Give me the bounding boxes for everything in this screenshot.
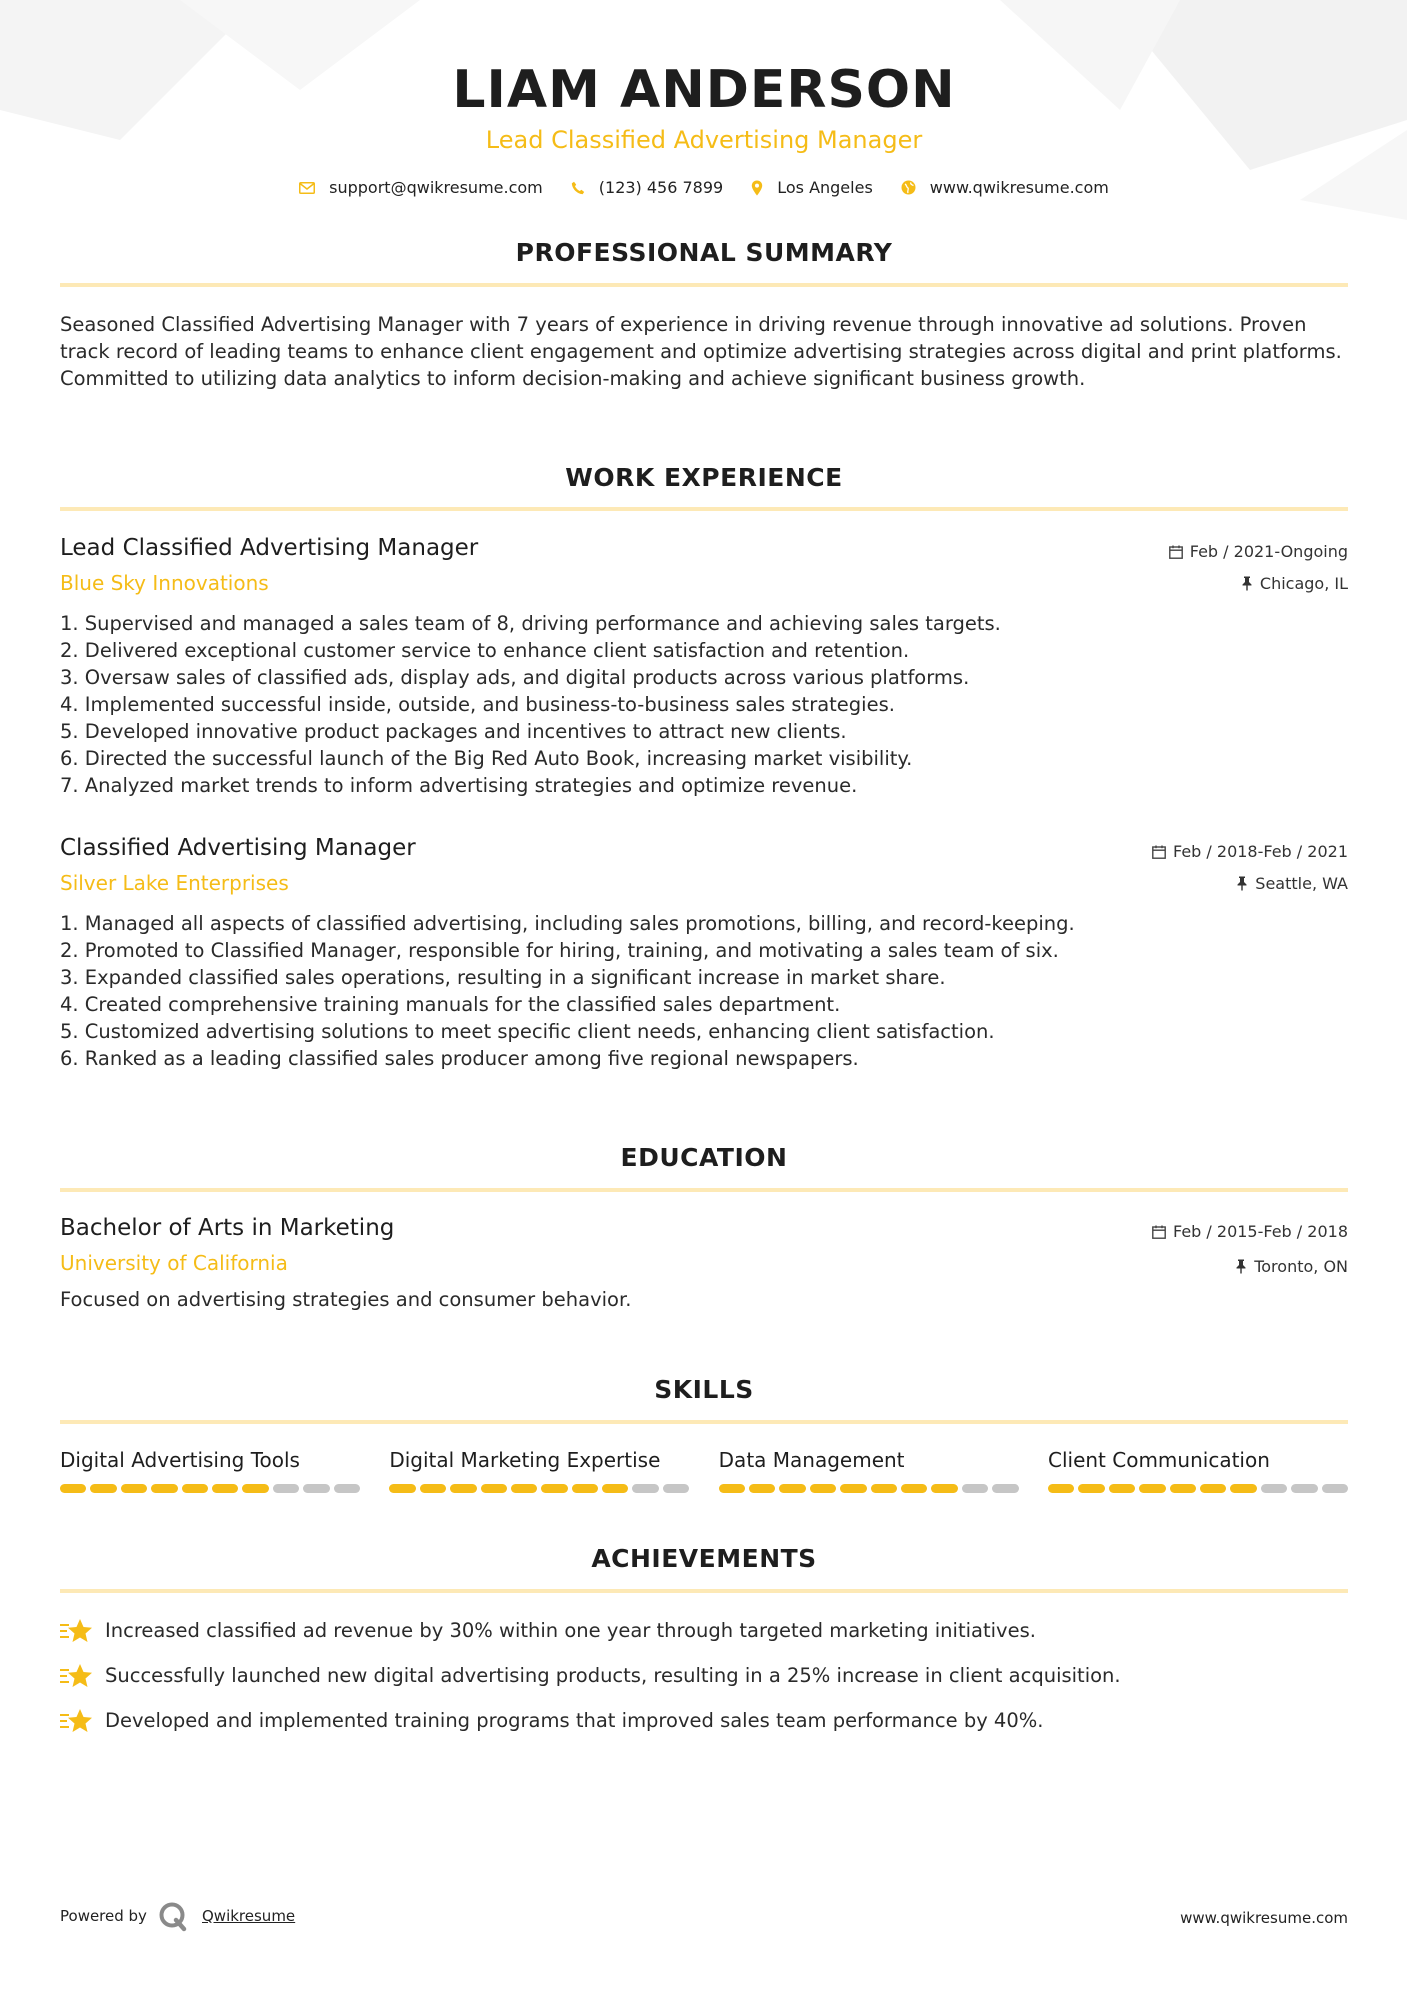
qwikresume-logo-icon [157,1900,189,1932]
pushpin-icon [1235,1259,1247,1274]
job-title: Lead Classified Advertising Manager [60,535,479,561]
brand-link[interactable]: Qwikresume [202,1907,296,1925]
education-dates [1152,1222,1348,1241]
skill-dot-filled [779,1484,805,1493]
job-bullet: 1. Supervised and managed a sales team of 8, driving performance and achieving sales targets. [60,612,1001,635]
resume-header [60,58,1348,197]
skill-dot-filled [541,1484,567,1493]
education-entry [60,1213,1348,1313]
location-text: Los Angeles [777,178,873,197]
skill-item [389,1446,689,1493]
skill-dot-filled [450,1484,476,1493]
skill-item [60,1446,360,1493]
contact-email[interactable] [299,178,543,197]
calendar-icon [1152,845,1166,859]
job-bullet: 1. Managed all aspects of classified advertising, including sales promotions, billing, and record-keeping. [60,912,1075,935]
skill-dot-filled [1170,1484,1196,1493]
skill-dot-filled [242,1484,268,1493]
skill-dot-filled [1078,1484,1104,1493]
skill-dot-filled [749,1484,775,1493]
skill-dot-filled [931,1484,957,1493]
achievement-text: Developed and implemented training programs that improved sales team performance by 40%. [105,1709,1044,1732]
contact-bar [60,178,1348,197]
skill-dot-filled [420,1484,446,1493]
job-dates-text: Feb / 2018-Feb / 2021 [1173,842,1348,861]
phone-text: (123) 456 7899 [598,178,724,197]
calendar-icon [1152,1225,1166,1239]
email-text: support@qwikresume.com [329,178,543,197]
job-bullet: 5. Customized advertising solutions to meet specific client needs, enhancing client satisfaction. [60,1020,995,1043]
job-location-text: Chicago, IL [1259,574,1348,593]
job-bullet: 6. Directed the successful launch of the Big Red Auto Book, increasing market visibility. [60,747,913,770]
map-pin-icon [751,180,763,196]
job-title: Classified Advertising Manager [60,835,416,861]
skill-dot-empty [1261,1484,1287,1493]
achievement-item [60,1617,1348,1645]
achievements-divider [60,1589,1348,1593]
skill-dot-filled [212,1484,238,1493]
contact-phone[interactable] [571,178,723,197]
achievements-heading: ACHIEVEMENTS [591,1544,817,1573]
skill-dot-empty [632,1484,658,1493]
globe-icon [901,180,916,195]
job-dates [1169,542,1348,561]
skill-dot-filled [572,1484,598,1493]
degree-title: Bachelor of Arts in Marketing [60,1215,395,1241]
skill-dot-filled [481,1484,507,1493]
job-bullet: 5. Developed innovative product packages and incentives to attract new clients. [60,720,847,743]
summary-text: Seasoned Classified Advertising Manager with 7 years of experience in driving revenue through innovative ad solutions. Proven track record of leading teams to enhance client engagement and optimize advertising strategies across digital and print platforms. Committed to utilizing data analytics to inform decision-making and achieve significant business growth. [60,313,1342,390]
experience-divider [60,507,1348,511]
skill-dot-filled [121,1484,147,1493]
education-location [1235,1257,1348,1276]
job-dates [1152,842,1348,861]
achievement-item [60,1662,1348,1690]
resume-page [60,0,1348,1990]
skill-dot-filled [1200,1484,1226,1493]
job-bullets [60,610,1348,799]
skill-rating [60,1484,360,1493]
skill-dot-filled [151,1484,177,1493]
job-entry [60,833,1348,1072]
job-company: Silver Lake Enterprises [60,871,289,895]
contact-website[interactable] [901,178,1109,197]
skill-dot-filled [1109,1484,1135,1493]
skill-item [1048,1446,1348,1493]
skill-dot-empty [663,1484,689,1493]
website-text: www.qwikresume.com [929,178,1109,197]
skill-name: Client Communication [1047,1448,1270,1472]
phone-icon [571,181,585,195]
skill-dot-filled [1139,1484,1165,1493]
skill-dot-filled [90,1484,116,1493]
skill-dot-filled [1048,1484,1074,1493]
job-bullet: 2. Promoted to Classified Manager, responsible for hiring, training, and motivating a sales team of six. [60,939,1059,962]
summary-divider [60,283,1348,287]
shooting-star-icon [60,1617,92,1645]
skill-dot-empty [1322,1484,1348,1493]
skill-name: Data Management [718,1448,905,1472]
education-heading: EDUCATION [620,1143,788,1172]
education-dates-text: Feb / 2015-Feb / 2018 [1173,1222,1348,1241]
shooting-star-icon [60,1707,92,1735]
job-location-text: Seattle, WA [1255,874,1348,893]
skill-dot-empty [273,1484,299,1493]
skill-dot-filled [389,1484,415,1493]
education-location-text: Toronto, ON [1254,1257,1348,1276]
job-bullet: 4. Created comprehensive training manuals for the classified sales department. [60,993,841,1016]
skill-rating [719,1484,1019,1493]
job-bullets [60,910,1348,1072]
candidate-name: LIAM ANDERSON [452,60,956,120]
achievement-text: Successfully launched new digital advertising products, resulting in a 25% increase in client acquisition. [105,1664,1121,1687]
job-dates-text: Feb / 2021-Ongoing [1189,542,1348,561]
skill-name: Digital Marketing Expertise [389,1448,661,1472]
school-name: University of California [60,1251,288,1275]
skill-dot-filled [511,1484,537,1493]
pushpin-icon [1236,876,1248,891]
job-bullet: 2. Delivered exceptional customer service to enhance client satisfaction and retention. [60,639,910,662]
skill-dot-filled [182,1484,208,1493]
skill-dot-empty [962,1484,988,1493]
skill-name: Digital Advertising Tools [60,1448,300,1472]
skills-heading: SKILLS [654,1375,754,1404]
shooting-star-icon [60,1662,92,1690]
skill-dot-empty [303,1484,329,1493]
skill-dot-filled [719,1484,745,1493]
skill-rating [1048,1484,1348,1493]
job-bullet: 3. Oversaw sales of classified ads, display ads, and digital products across various platforms. [60,666,970,689]
job-bullet: 6. Ranked as a leading classified sales producer among five regional newspapers. [60,1047,859,1070]
skill-dot-empty [1291,1484,1317,1493]
candidate-role: Lead Classified Advertising Manager [485,126,923,154]
contact-location [751,178,873,197]
envelope-icon [299,182,315,194]
footer [60,1898,1348,1938]
education-divider [60,1188,1348,1192]
job-entry [60,533,1348,799]
skill-dot-empty [334,1484,360,1493]
skill-dot-empty [992,1484,1018,1493]
skill-dot-filled [901,1484,927,1493]
skills-divider [60,1420,1348,1424]
powered-by-label: Powered by [60,1907,147,1925]
footer-url[interactable]: www.qwikresume.com [1180,1909,1348,1927]
skill-dot-filled [871,1484,897,1493]
skill-dot-filled [60,1484,86,1493]
job-bullet: 4. Implemented successful inside, outside, and business-to-business sales strategies. [60,693,895,716]
skills-list [60,1446,1348,1493]
job-bullet: 7. Analyzed market trends to inform advertising strategies and optimize revenue. [60,774,858,797]
skill-dot-filled [602,1484,628,1493]
skill-dot-filled [810,1484,836,1493]
job-bullet: 3. Expanded classified sales operations, resulting in a significant increase in market share. [60,966,946,989]
job-company: Blue Sky Innovations [60,571,269,595]
summary-heading: PROFESSIONAL SUMMARY [515,238,893,267]
education-description: Focused on advertising strategies and consumer behavior. [60,1288,632,1311]
job-location [1236,874,1348,893]
job-location [1241,574,1348,593]
calendar-icon [1169,545,1183,559]
skill-dot-filled [840,1484,866,1493]
achievement-item [60,1707,1348,1735]
achievement-text: Increased classified ad revenue by 30% within one year through targeted marketing initiatives. [105,1619,1036,1642]
skill-item [719,1446,1019,1493]
pushpin-icon [1241,576,1253,591]
skill-dot-filled [1230,1484,1256,1493]
skill-rating [389,1484,689,1493]
experience-heading: WORK EXPERIENCE [565,463,843,492]
